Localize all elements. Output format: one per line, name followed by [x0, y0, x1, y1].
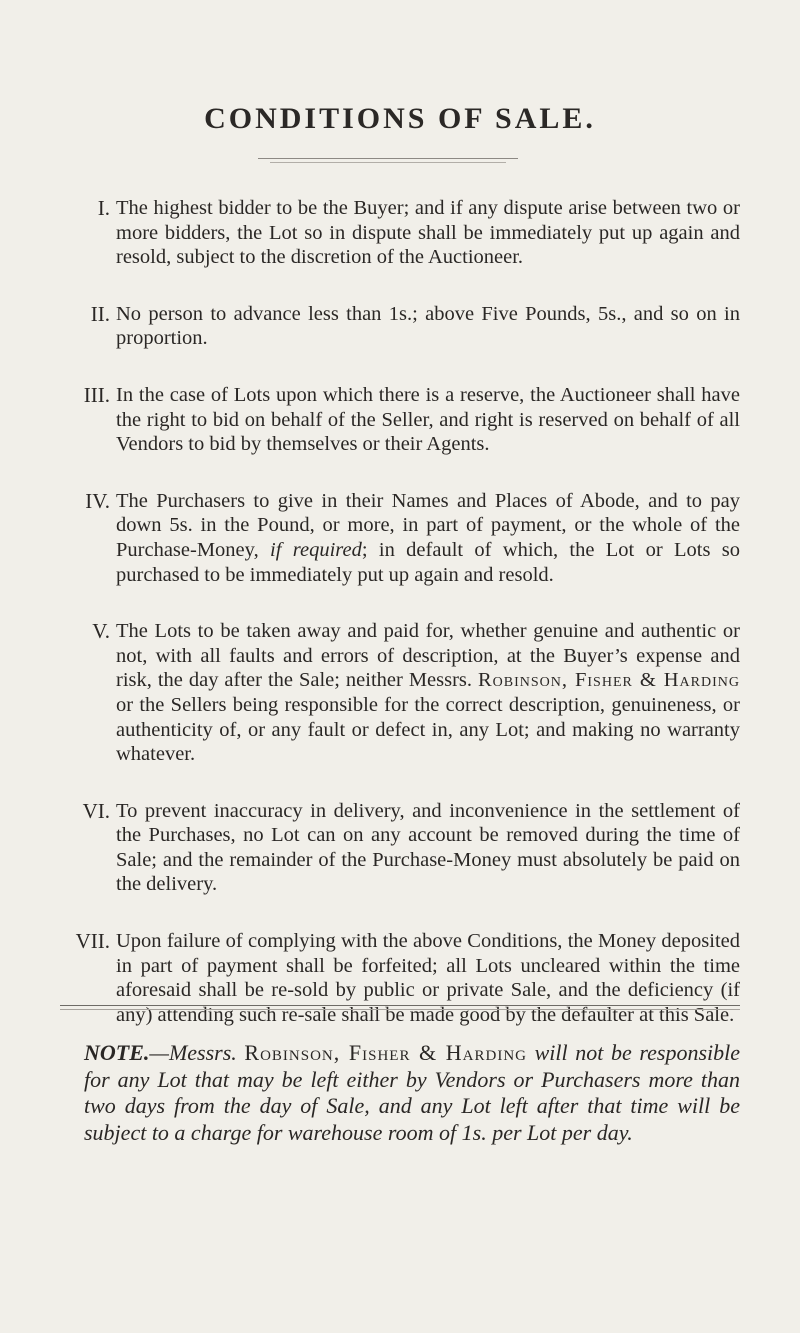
firm-name: Robinson, Fisher & Harding [478, 669, 740, 692]
title-rule [258, 158, 518, 159]
page-title: CONDITIONS OF SALE. [204, 102, 596, 135]
condition-text: No person to advance less than 1s.; above Five Pounds, 5s., and so on in proportion. [116, 302, 740, 350]
condition-numeral: III. [83, 382, 110, 407]
condition-item [0, 799, 800, 897]
note-text: will not be responsible for any Lot that may be left either by Vendors or Purchasers more than two days from the day of Sale, and any Lot left after that time will be subject to a charge for warehouse room of 1s. per Lot per day. [84, 1040, 740, 1145]
condition-text-continued: or the Sellers being responsible for the correct description, genuineness, or authenticity of, or any fault or defect in, any Lot; and making no warranty whatever. [116, 693, 740, 766]
condition-numeral: IV. [85, 488, 110, 513]
condition-text-continued: ; in default of which, the Lot or Lots so purchased to be immediately put up again and resold. [116, 538, 741, 586]
condition-text: To prevent inaccuracy in delivery, and inconvenience in the settlement of the Purchases, no Lot can on any account be removed during the time of Sale; and the remainder of the Purchase-Money must absolutely be paid on the delivery. [116, 799, 740, 896]
note-lead: NOTE. [84, 1040, 150, 1065]
condition-item [0, 196, 800, 270]
condition-numeral: VII. [75, 929, 110, 954]
condition-numeral: I. [97, 196, 110, 220]
condition-item [0, 383, 800, 457]
condition-item [0, 929, 800, 1027]
note-firm-name: Robinson, Fisher & Harding [244, 1040, 528, 1065]
condition-item [0, 489, 800, 587]
condition-emphasis: if required [270, 538, 362, 561]
condition-text: In the case of Lots upon which there is a reserve, the Auctioneer shall have the right to bid on behalf of the Seller, and right is reserved on behalf of all Vendors to bid by themselves or their Agents. [116, 383, 740, 456]
condition-text: The Lots to be taken away and paid for, whether genuine and authentic or not, with all faults and errors of description, at the Buyer’s expense and risk, the day after the Sale; neither Messrs. [116, 620, 740, 692]
condition-item [0, 619, 800, 767]
note-divider [60, 1005, 740, 1006]
note-paragraph [84, 1040, 740, 1146]
note-messrs: —Messrs. [149, 1040, 245, 1065]
condition-numeral: II. [90, 301, 110, 326]
condition-text: The highest bidder to be the Buyer; and if any dispute arise between two or more bidders, the Lot so in dispute shall be immediately put up again and resold, subject to the discretion of the Auctioneer. [116, 197, 740, 269]
condition-numeral: V. [92, 619, 110, 644]
condition-numeral: VI. [82, 798, 110, 823]
title-rule-secondary [270, 162, 506, 163]
condition-text: Upon failure of complying with the above Conditions, the Money deposited in part of payment shall be forfeited; all Lots uncleared within the time aforesaid shall be re-sold by public or private Sale, and the deficiency (if any) attending such re-sale shall be made good by the defaulter at this Sale. [116, 930, 740, 1026]
note-divider-secondary [60, 1009, 740, 1010]
condition-item [0, 302, 800, 351]
condition-text: The Purchasers to give in their Names and Places of Abode, and to pay down 5s. in the Pound, or more, in part of payment, or the whole of the Purchase-Money, [116, 489, 740, 561]
conditions-list [0, 196, 800, 1059]
